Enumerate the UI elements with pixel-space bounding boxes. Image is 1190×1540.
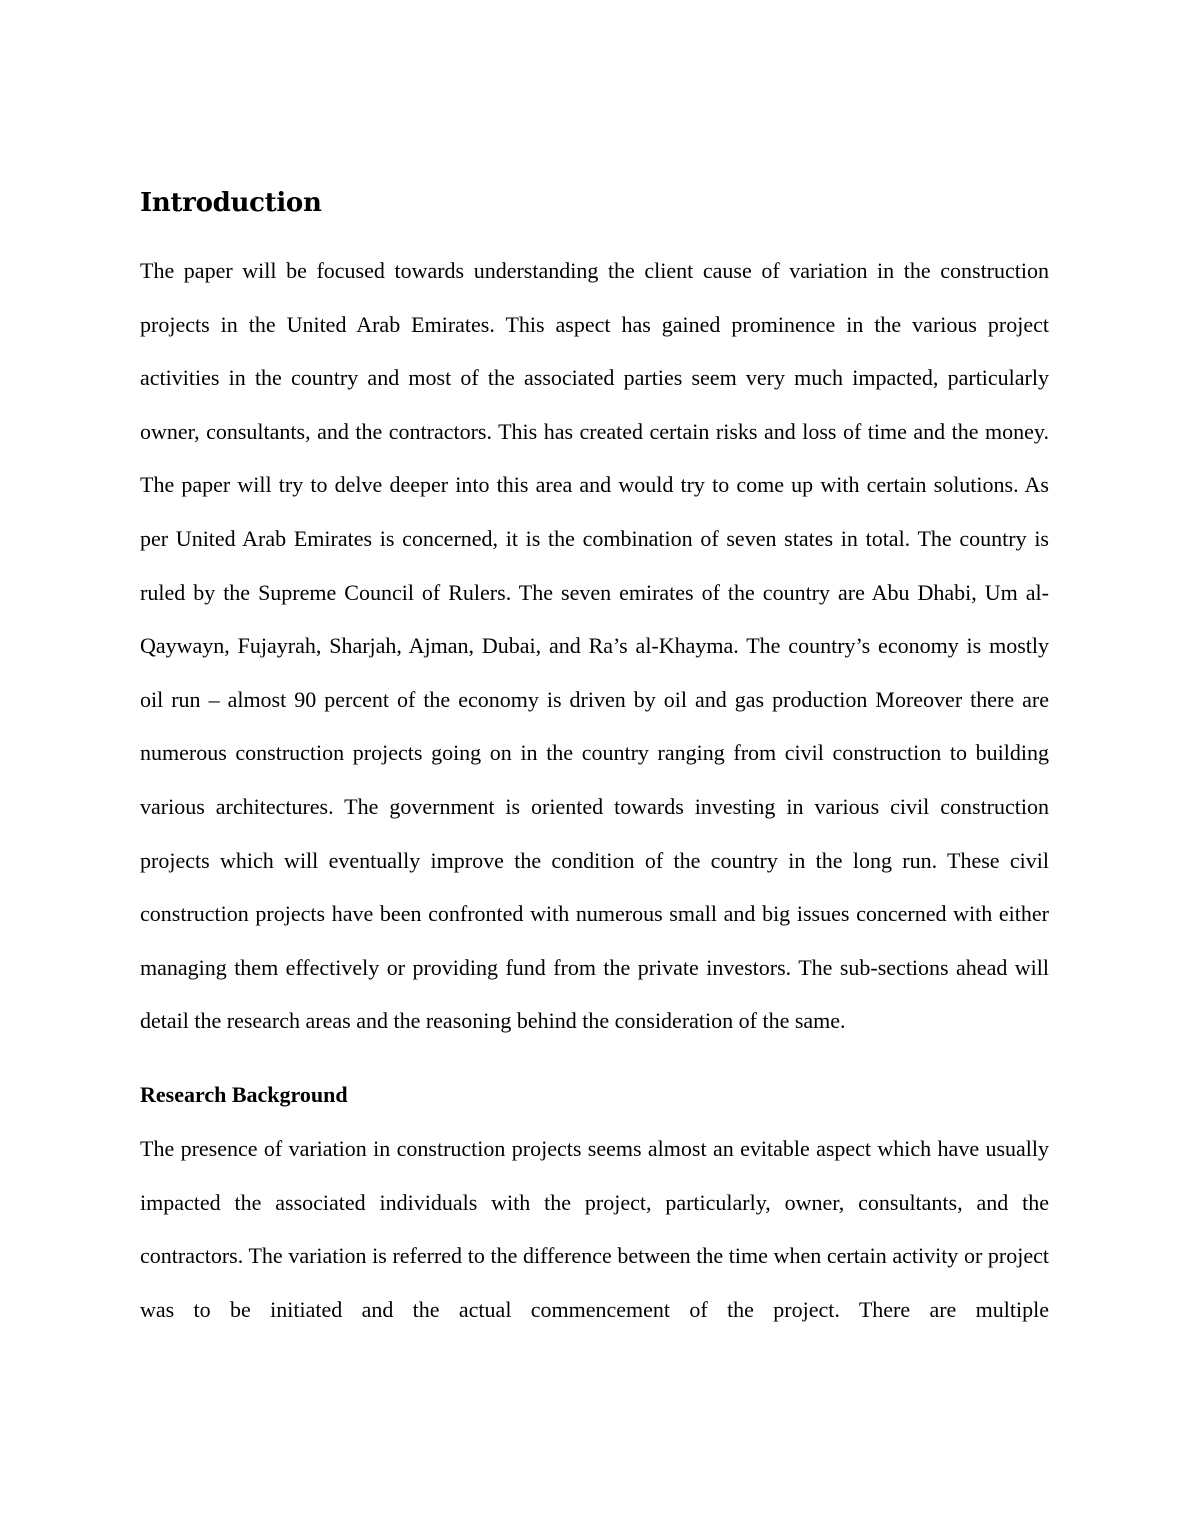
research-background-paragraph: The presence of variation in construction projects seems almost an evitable aspect which have usually impacted the associated individuals with the project, particularly, owner, consultants, and the contractors. The variation is referred to the difference between the time when certain activity or project was to be initiated and the actual commencement of the project. There are multiple (140, 1135, 1049, 1322)
section-heading-introduction: Introduction (140, 188, 322, 218)
section-heading-research-background: Research Background (140, 1081, 348, 1107)
page-content (140, 183, 1049, 1336)
introduction-paragraph: The paper will be focused towards understanding the client cause of variation in the construction projects in the United Arab Emirates. This aspect has gained prominence in the various project activities in the country and most of the associated parties seem very much impacted, particularly owner, consultants, and the contractors. This has created certain risks and loss of time and the money. The paper will try to delve deeper into this area and would try to come up with certain solutions. As per United Arab Emirates is concerned, it is the combination of seven states in total. The country is ruled by the Supreme Council of Rulers. The seven emirates of the country are Abu Dhabi, Um al-Qaywayn, Fujayrah, Sharjah, Ajman, Dubai, and Ra’s al-Khayma. The country’s economy is mostly oil run – almost 90 percent of the economy is driven by oil and gas production Moreover there are numerous construction projects going on in the country ranging from civil construction to building various architectures. The government is oriented towards investing in various civil construction projects which will eventually improve the condition of the country in the long run. These civil construction projects have been confronted with numerous small and big issues concerned with either managing them effectively or providing fund from the private investors. The sub-sections ahead will detail the research areas and the reasoning behind the consideration of the same. (140, 258, 1049, 1034)
